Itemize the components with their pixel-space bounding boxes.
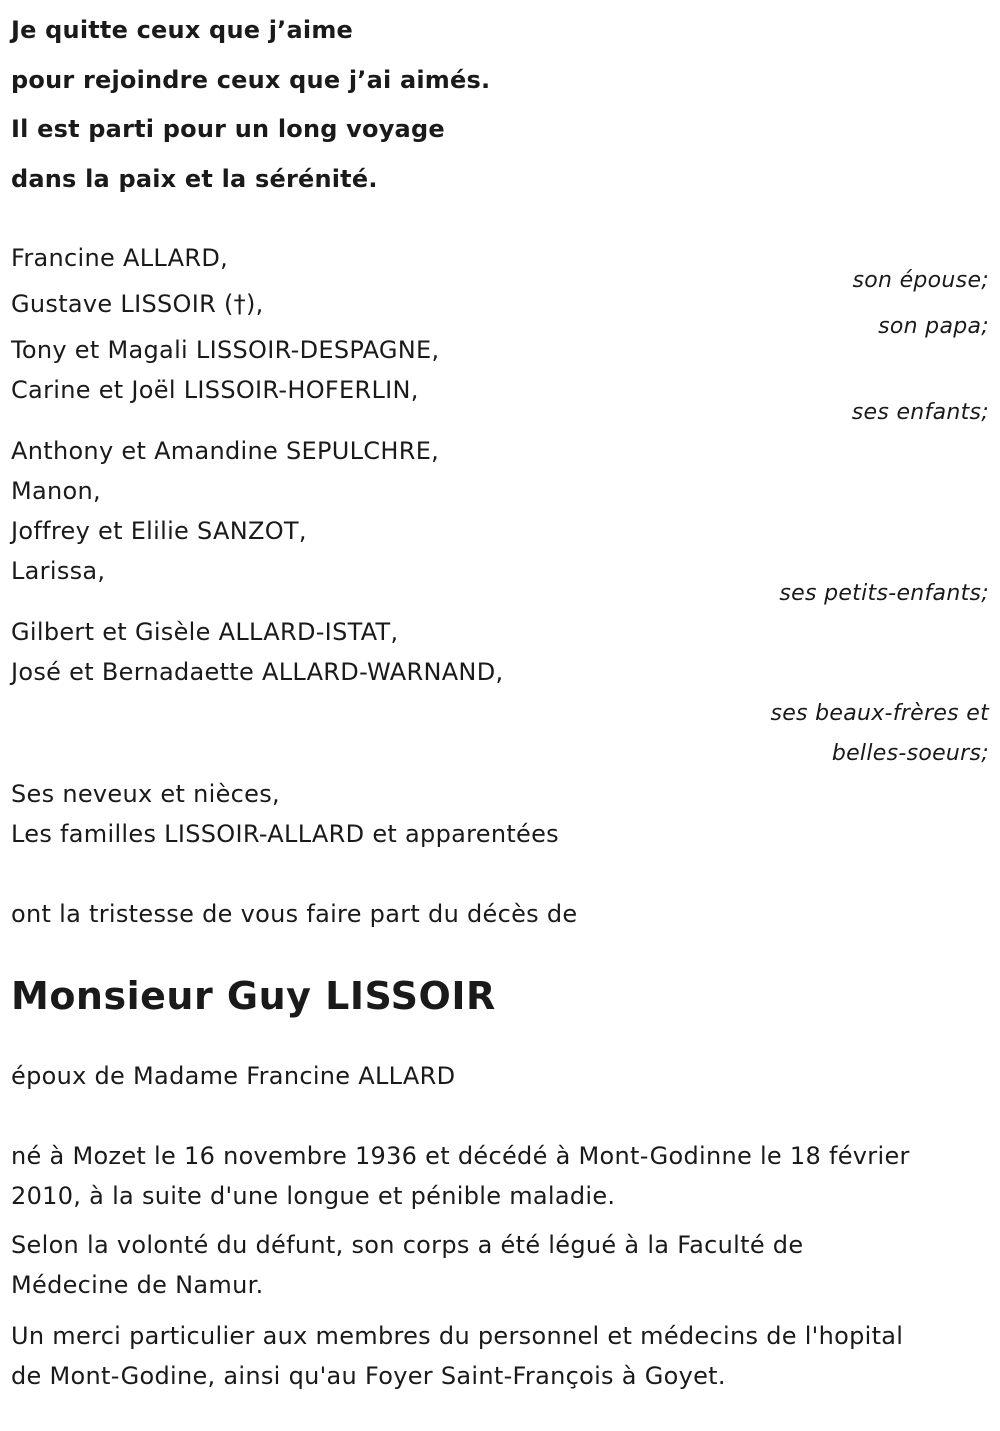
family-name: Gustave LISSOIR (†), [11, 290, 264, 318]
family-group-in-laws [11, 612, 990, 774]
other-relatives [11, 774, 990, 854]
relation-label: ses enfants; [851, 400, 989, 425]
family-name: Tony et Magali LISSOIR-DESPAGNE, [11, 336, 440, 364]
family-name: Carine et Joël LISSOIR-HOFERLIN, [11, 376, 419, 404]
family-name: Joffrey et Elilie SANZOT, [11, 517, 307, 545]
family-name: José et Bernadaette ALLARD-WARNAND, [11, 658, 504, 686]
paragraph-line: de Mont-Godine, ainsi qu'au Foyer Saint-François à Goyet. [11, 1362, 726, 1390]
poem-line: dans la paix et la sérénité. [11, 164, 378, 193]
family-group-grandchildren [11, 431, 990, 614]
relation-label: son épouse; [852, 268, 989, 293]
other-relatives-line: Ses neveux et nièces, [11, 780, 280, 808]
family-list [11, 238, 990, 854]
paragraph-thanks [11, 1316, 990, 1396]
paragraph-line: né à Mozet le 16 novembre 1936 et décédé à Mont-Godinne le 18 février [11, 1142, 910, 1170]
family-name: Anthony et Amandine SEPULCHRE, [11, 437, 440, 465]
relation-label: son papa; [878, 314, 989, 339]
family-group-children [11, 330, 990, 433]
poem-line: Je quitte ceux que j’aime [11, 16, 354, 44]
poem-line: pour rejoindre ceux que j’ai aimés. [11, 65, 491, 94]
announcement: ont la tristesse de vous faire part du décès de [11, 900, 578, 928]
family-name: Gilbert et Gisèle ALLARD-ISTAT, [11, 618, 399, 646]
deceased-name: Monsieur Guy LISSOIR [11, 974, 496, 1018]
paragraph-line: Un merci particulier aux membres du personnel et médecins de l'hopital [11, 1322, 904, 1350]
obituary-notice [11, 0, 990, 1396]
paragraph-line: Médecine de Namur. [11, 1271, 264, 1299]
opening-poem [11, 0, 990, 204]
paragraph-body-donation [11, 1225, 990, 1305]
family-name: Manon, [11, 477, 101, 505]
paragraph-line: Selon la volonté du défunt, son corps a été légué à la Faculté de [11, 1231, 804, 1259]
relation-label: belles-soeurs; [831, 741, 989, 766]
paragraph-birth-death [11, 1136, 990, 1216]
relation-label: ses petits-enfants; [779, 581, 989, 606]
relation-label: ses beaux-frères et [770, 701, 989, 726]
family-name: Francine ALLARD, [11, 244, 229, 272]
poem-line: Il est parti pour un long voyage [11, 115, 445, 143]
paragraph-line: 2010, à la suite d'une longue et pénible maladie. [11, 1182, 616, 1210]
other-relatives-line: Les familles LISSOIR-ALLARD et apparentées [11, 820, 559, 848]
family-name: Larissa, [11, 557, 106, 585]
spouse-line: époux de Madame Francine ALLARD [11, 1062, 456, 1090]
